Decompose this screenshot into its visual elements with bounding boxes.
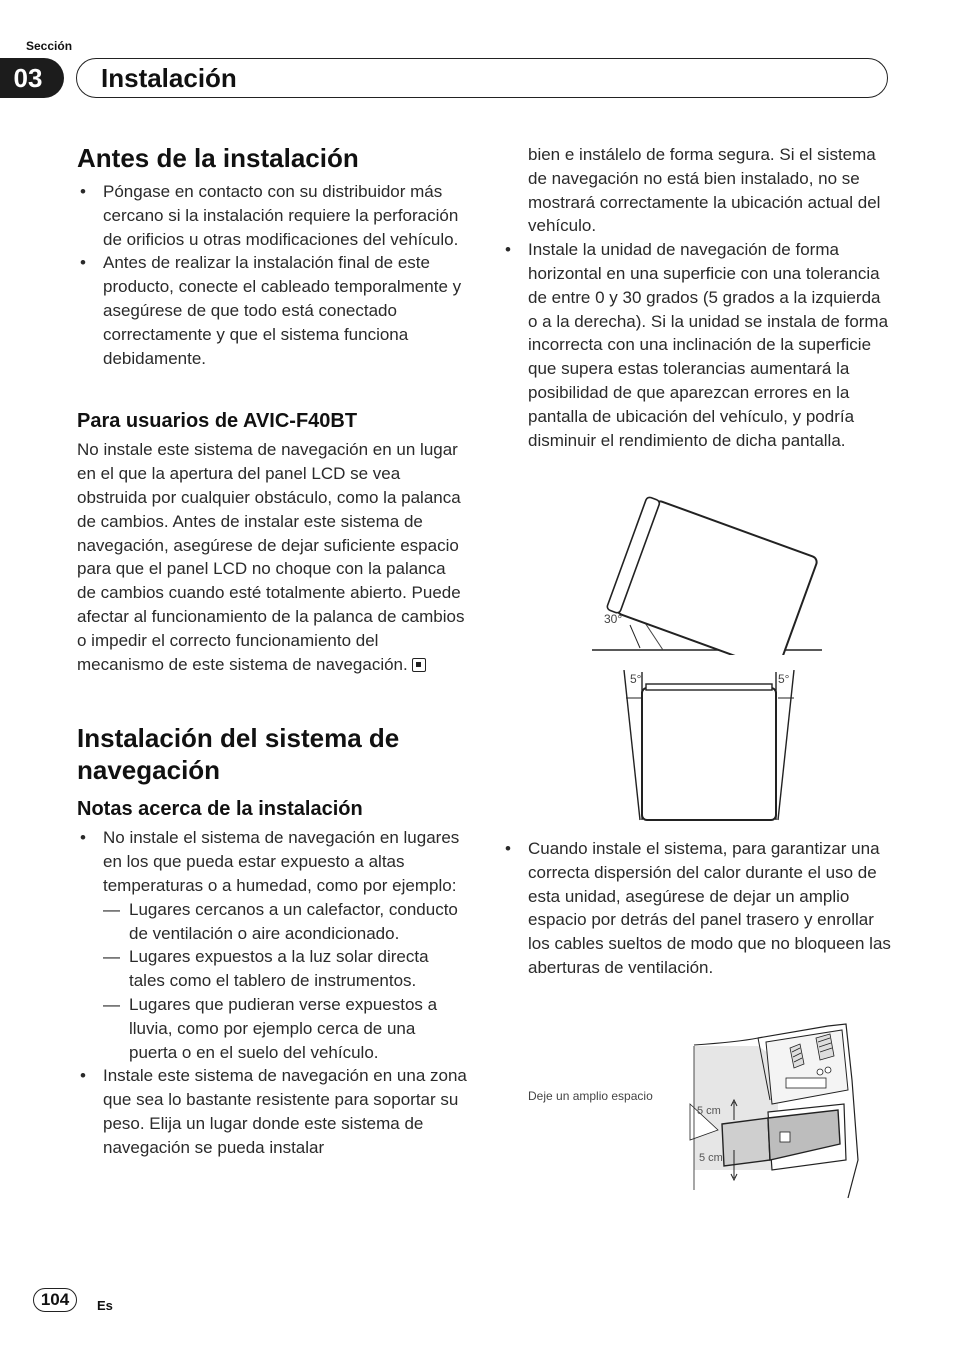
avic-users-paragraph	[77, 438, 467, 676]
list-item: • Instale este sistema de navegación en una zona que sea lo bastante resistente para soportar su peso. Elija un lugar donde este sistema de navegación se pueda instalar	[77, 1064, 467, 1159]
before-install-heading: Antes de la instalación	[77, 143, 359, 173]
avic-users-text: No instale este sistema de navegación en un lugar en el que la apertura del panel LCD se vea obstruida por cualquier obstáculo, como la palanca de cambios. Antes de instalar este sistema de navegación, asegúrese de dejar suficiente espacio para que el panel LCD no choque con la palanca de cambios cuando esté totalmente abierto. Puede afectar al funcionamiento de la palanca de cambios o impedir el correcto funcionamiento del mecanismo de este sistema de navegación.	[77, 440, 465, 674]
unit-button	[780, 1132, 790, 1142]
unit-top-edge	[646, 684, 772, 690]
install-notes-heading: Notas acerca de la instalación	[77, 798, 363, 821]
bottom-gap-label: 5 cm	[699, 1152, 723, 1164]
climate-controls	[786, 1078, 826, 1088]
before-install-list	[77, 180, 467, 370]
install-notes-list	[77, 826, 467, 1159]
knob-icon	[825, 1067, 831, 1073]
nav-install-heading: Instalación del sistema de navegación	[77, 723, 400, 786]
list-item-text: No instale el sistema de navegación en lugares en los que pueda estar expuesto a altas temperaturas o a humedad, como por ejemplo:	[103, 828, 460, 895]
list-item: • Antes de realizar la instalación final de este producto, conecte el cableado temporalmente y asegúrese de que todo está conectado correctamente y que el sistema funciona debidamente.	[77, 251, 467, 370]
tilt-angle-figure	[590, 485, 830, 655]
location-sublist	[103, 898, 467, 1065]
top-gap-label: 5 cm	[697, 1105, 721, 1117]
tilt-angle-label: 30°	[604, 612, 623, 626]
chapter-title: Instalación	[101, 62, 237, 93]
language-code: Es	[97, 1298, 113, 1313]
knob-icon	[817, 1069, 823, 1075]
heat-dispersion-list	[502, 837, 892, 980]
side-tolerance-figure	[618, 670, 804, 825]
nav-unit	[722, 1118, 770, 1166]
angle-arc	[630, 625, 640, 648]
section-number-badge: 03	[0, 58, 64, 98]
heat-dispersion-block	[502, 837, 892, 980]
sublist-item: — Lugares expuestos a la luz solar directa tales como el tablero de instrumentos.	[103, 945, 467, 993]
right-column	[502, 143, 892, 452]
continued-paragraph: bien e instálelo de forma segura. Si el sistema de navegación no está bien instalado, no se mostrará correctamente la ubicación actual del vehículo.	[528, 145, 881, 236]
tolerance-list	[502, 238, 892, 452]
left-column	[77, 142, 467, 1160]
sublist-item: — Lugares que pudieran verse expuestos a lluvia, como por ejemplo cerca de una puerta o en el suelo del vehículo.	[103, 993, 467, 1064]
list-item: • Instale la unidad de navegación de forma horizontal en una superficie con una tolerancia de entre 0 y 30 grados (5 grados a la izquierda o a la derecha). Si la unidad se instala de forma incorrecta con una inclinación de la superficie que supera estas tolerancias aumentará la posibilidad de que aparezcan errores en la pantalla de ubicación del vehículo, y podría disminuir el rendimiento de dicha pantalla.	[502, 238, 892, 452]
space-callout-label: Deje un amplio espacio	[528, 1089, 653, 1103]
console-panel	[766, 1030, 848, 1104]
left-angle-label: 5°	[630, 672, 642, 686]
sublist-item: — Lugares cercanos a un calefactor, conducto de ventilación o aire acondicionado.	[103, 898, 467, 946]
right-tolerance-line	[778, 670, 794, 820]
chapter-header	[76, 58, 888, 98]
list-item: • Póngase en contacto con su distribuidor más cercano si la instalación requiere la perforación de orificios u otras modificaciones del vehículo.	[77, 180, 467, 251]
left-tolerance-line	[624, 670, 640, 820]
list-item: • Cuando instale el sistema, para garantizar una correcta dispersión del calor durante el uso de esta unidad, asegúrese de dejar un amplio espacio por detrás del panel trasero y enrollar los cables sueltos de modo que no bloqueen las aberturas de ventilación.	[502, 837, 892, 980]
page-number: 104	[33, 1288, 77, 1312]
section-label: Sección	[26, 39, 73, 53]
unit-front-view	[642, 688, 776, 820]
list-item	[77, 826, 467, 1064]
right-angle-label: 5°	[778, 672, 790, 686]
avic-users-heading: Para usuarios de AVIC-F40BT	[77, 410, 358, 433]
dashboard-spacing-figure	[688, 1020, 870, 1200]
end-of-section-icon	[412, 658, 426, 672]
